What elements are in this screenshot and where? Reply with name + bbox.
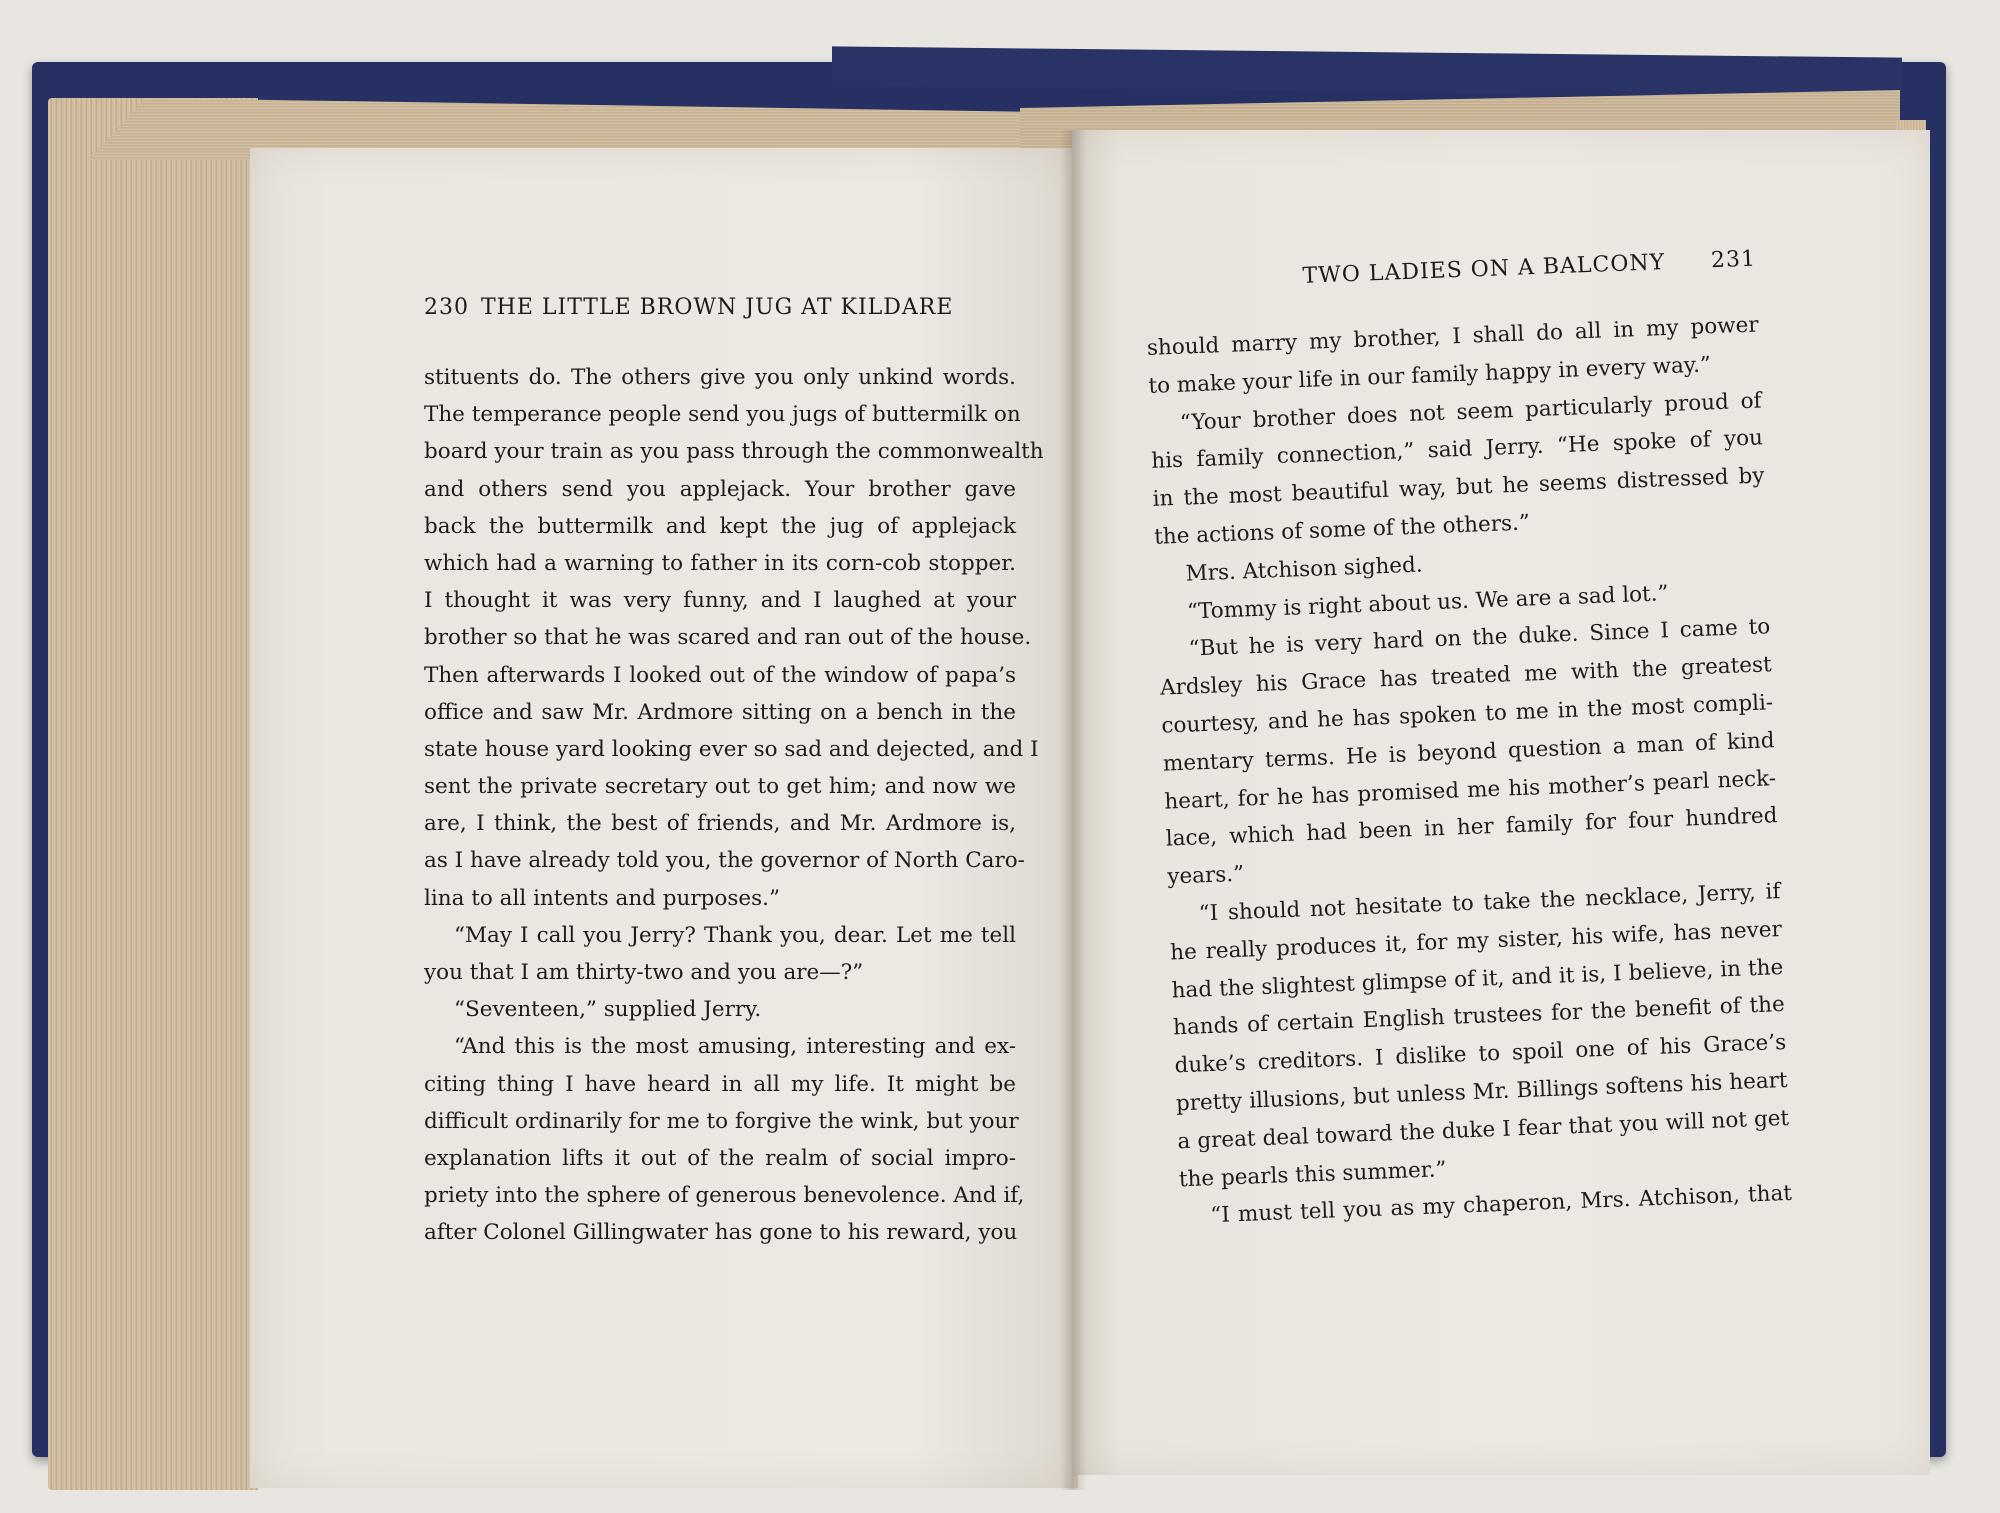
text-line: he really produces it, for my sister, his wife, has never <box>1169 916 1783 966</box>
text-line: “I must tell you as my chaperon, Mrs. Atchison, that <box>1209 1181 1793 1229</box>
right-running-head: TWO LADIES ON A BALCONY <box>1302 249 1666 289</box>
text-line: had the slightest glimpse of it, and it is, I believe, in the <box>1171 954 1784 1004</box>
text-line: office and saw Mr. Ardmore sitting on a bench in the <box>424 699 1016 725</box>
text-line: courtesy, and he has spoken to me in the most compli- <box>1161 690 1774 739</box>
text-line: duke’s creditors. I dislike to spoil one of his Grace’s <box>1174 1030 1787 1079</box>
text-line: as I have already told you, the governor of North Caro- <box>424 848 1025 874</box>
text-line: are, I think, the best of friends, and Mr. Ardmore is, <box>424 811 1016 837</box>
page-edges-left <box>48 98 258 1490</box>
text-line: Ardsley his Grace has treated me with the greatest <box>1159 652 1773 701</box>
text-line: “But he is very hard on the duke. Since I came to <box>1188 614 1771 662</box>
text-line: you that I am thirty-two and you are—?” <box>424 960 864 985</box>
text-line: “And this is the most amusing, interesting and ex- <box>454 1034 1016 1060</box>
text-line: the pearls this summer.” <box>1178 1156 1447 1192</box>
text-line: I thought it was very funny, and I laughed at your <box>424 588 1016 614</box>
text-line: hands of certain English trustees for the benefit of the <box>1172 992 1786 1041</box>
text-line: state house yard looking ever so sad and dejected, and I <box>424 736 1039 762</box>
text-line: “I should not hesitate to take the necklace, Jerry, if <box>1198 878 1781 927</box>
text-line: back the buttermilk and kept the jug of applejack <box>424 513 1016 539</box>
text-line: “Tommy is right about us. We are a sad lot.” <box>1186 580 1669 625</box>
text-line: and others send you applejack. Your brother gave <box>424 476 1016 502</box>
text-line: board your train as you pass through the commonwealth <box>424 439 1044 465</box>
text-line: mentary terms. He is beyond question a man of kind <box>1162 727 1776 777</box>
text-line: to make your life in our family happy in every way.” <box>1147 352 1712 399</box>
right-page-text <box>1144 247 1793 1237</box>
text-line: which had a warning to father in its corn-cob stopper. <box>424 550 1016 576</box>
text-line: his family connection,” said Jerry. “He spoke of you <box>1150 425 1764 475</box>
text-line: “Seventeen,” supplied Jerry. <box>454 997 762 1023</box>
text-line: “Your brother does not seem particularly proud of <box>1179 387 1762 436</box>
text-line: “May I call you Jerry? Thank you, dear. Let me tell <box>454 922 1016 948</box>
text-line: a great deal toward the duke I fear that you will not get <box>1177 1105 1790 1155</box>
left-page-text <box>424 295 1044 1252</box>
text-line: Mrs. Atchison sighed. <box>1185 552 1424 587</box>
text-line: difficult ordinarily for me to forgive the wink, but your <box>424 1108 1019 1134</box>
text-line: lina to all intents and purposes.” <box>424 885 780 911</box>
text-line: in the most beautiful way, but he seems distressed by <box>1152 463 1765 513</box>
book-gutter <box>1060 130 1086 1490</box>
text-line: stituents do. The others give you only unkind words. <box>424 365 1016 390</box>
text-line: citing thing I have heard in all my life. It might be <box>424 1071 1016 1097</box>
left-running-head: THE LITTLE BROWN JUG AT KILDARE <box>481 295 954 320</box>
text-line: priety into the sphere of generous benevolence. And if, <box>424 1183 1025 1209</box>
text-line: explanation lifts it out of the realm of social impro- <box>424 1145 1016 1171</box>
text-line: sent the private secretary out to get him; and now we <box>424 774 1016 800</box>
text-line: lace, which had been in her family for four hundred <box>1165 803 1778 852</box>
text-line: pretty illusions, but unless Mr. Billings softens his heart <box>1175 1067 1789 1117</box>
text-line: the actions of some of the others.” <box>1153 510 1531 550</box>
text-line: should marry my brother, I shall do all in my power <box>1146 312 1760 361</box>
text-line: Then afterwards I looked out of the window of papa’s <box>424 662 1016 688</box>
right-page-number: 231 <box>1710 246 1757 274</box>
text-line: The temperance people send you jugs of buttermilk on <box>424 402 1021 428</box>
text-line: heart, for he has promised me his mother’s pearl neck- <box>1163 765 1777 815</box>
left-running-header <box>424 295 1016 337</box>
text-line: years.” <box>1166 861 1245 890</box>
left-page-number: 230 <box>424 295 469 320</box>
text-line: after Colonel Gillingwater has gone to his reward, you <box>424 1220 1018 1246</box>
text-line: brother so that he was scared and ran out of the house. <box>424 625 1032 651</box>
